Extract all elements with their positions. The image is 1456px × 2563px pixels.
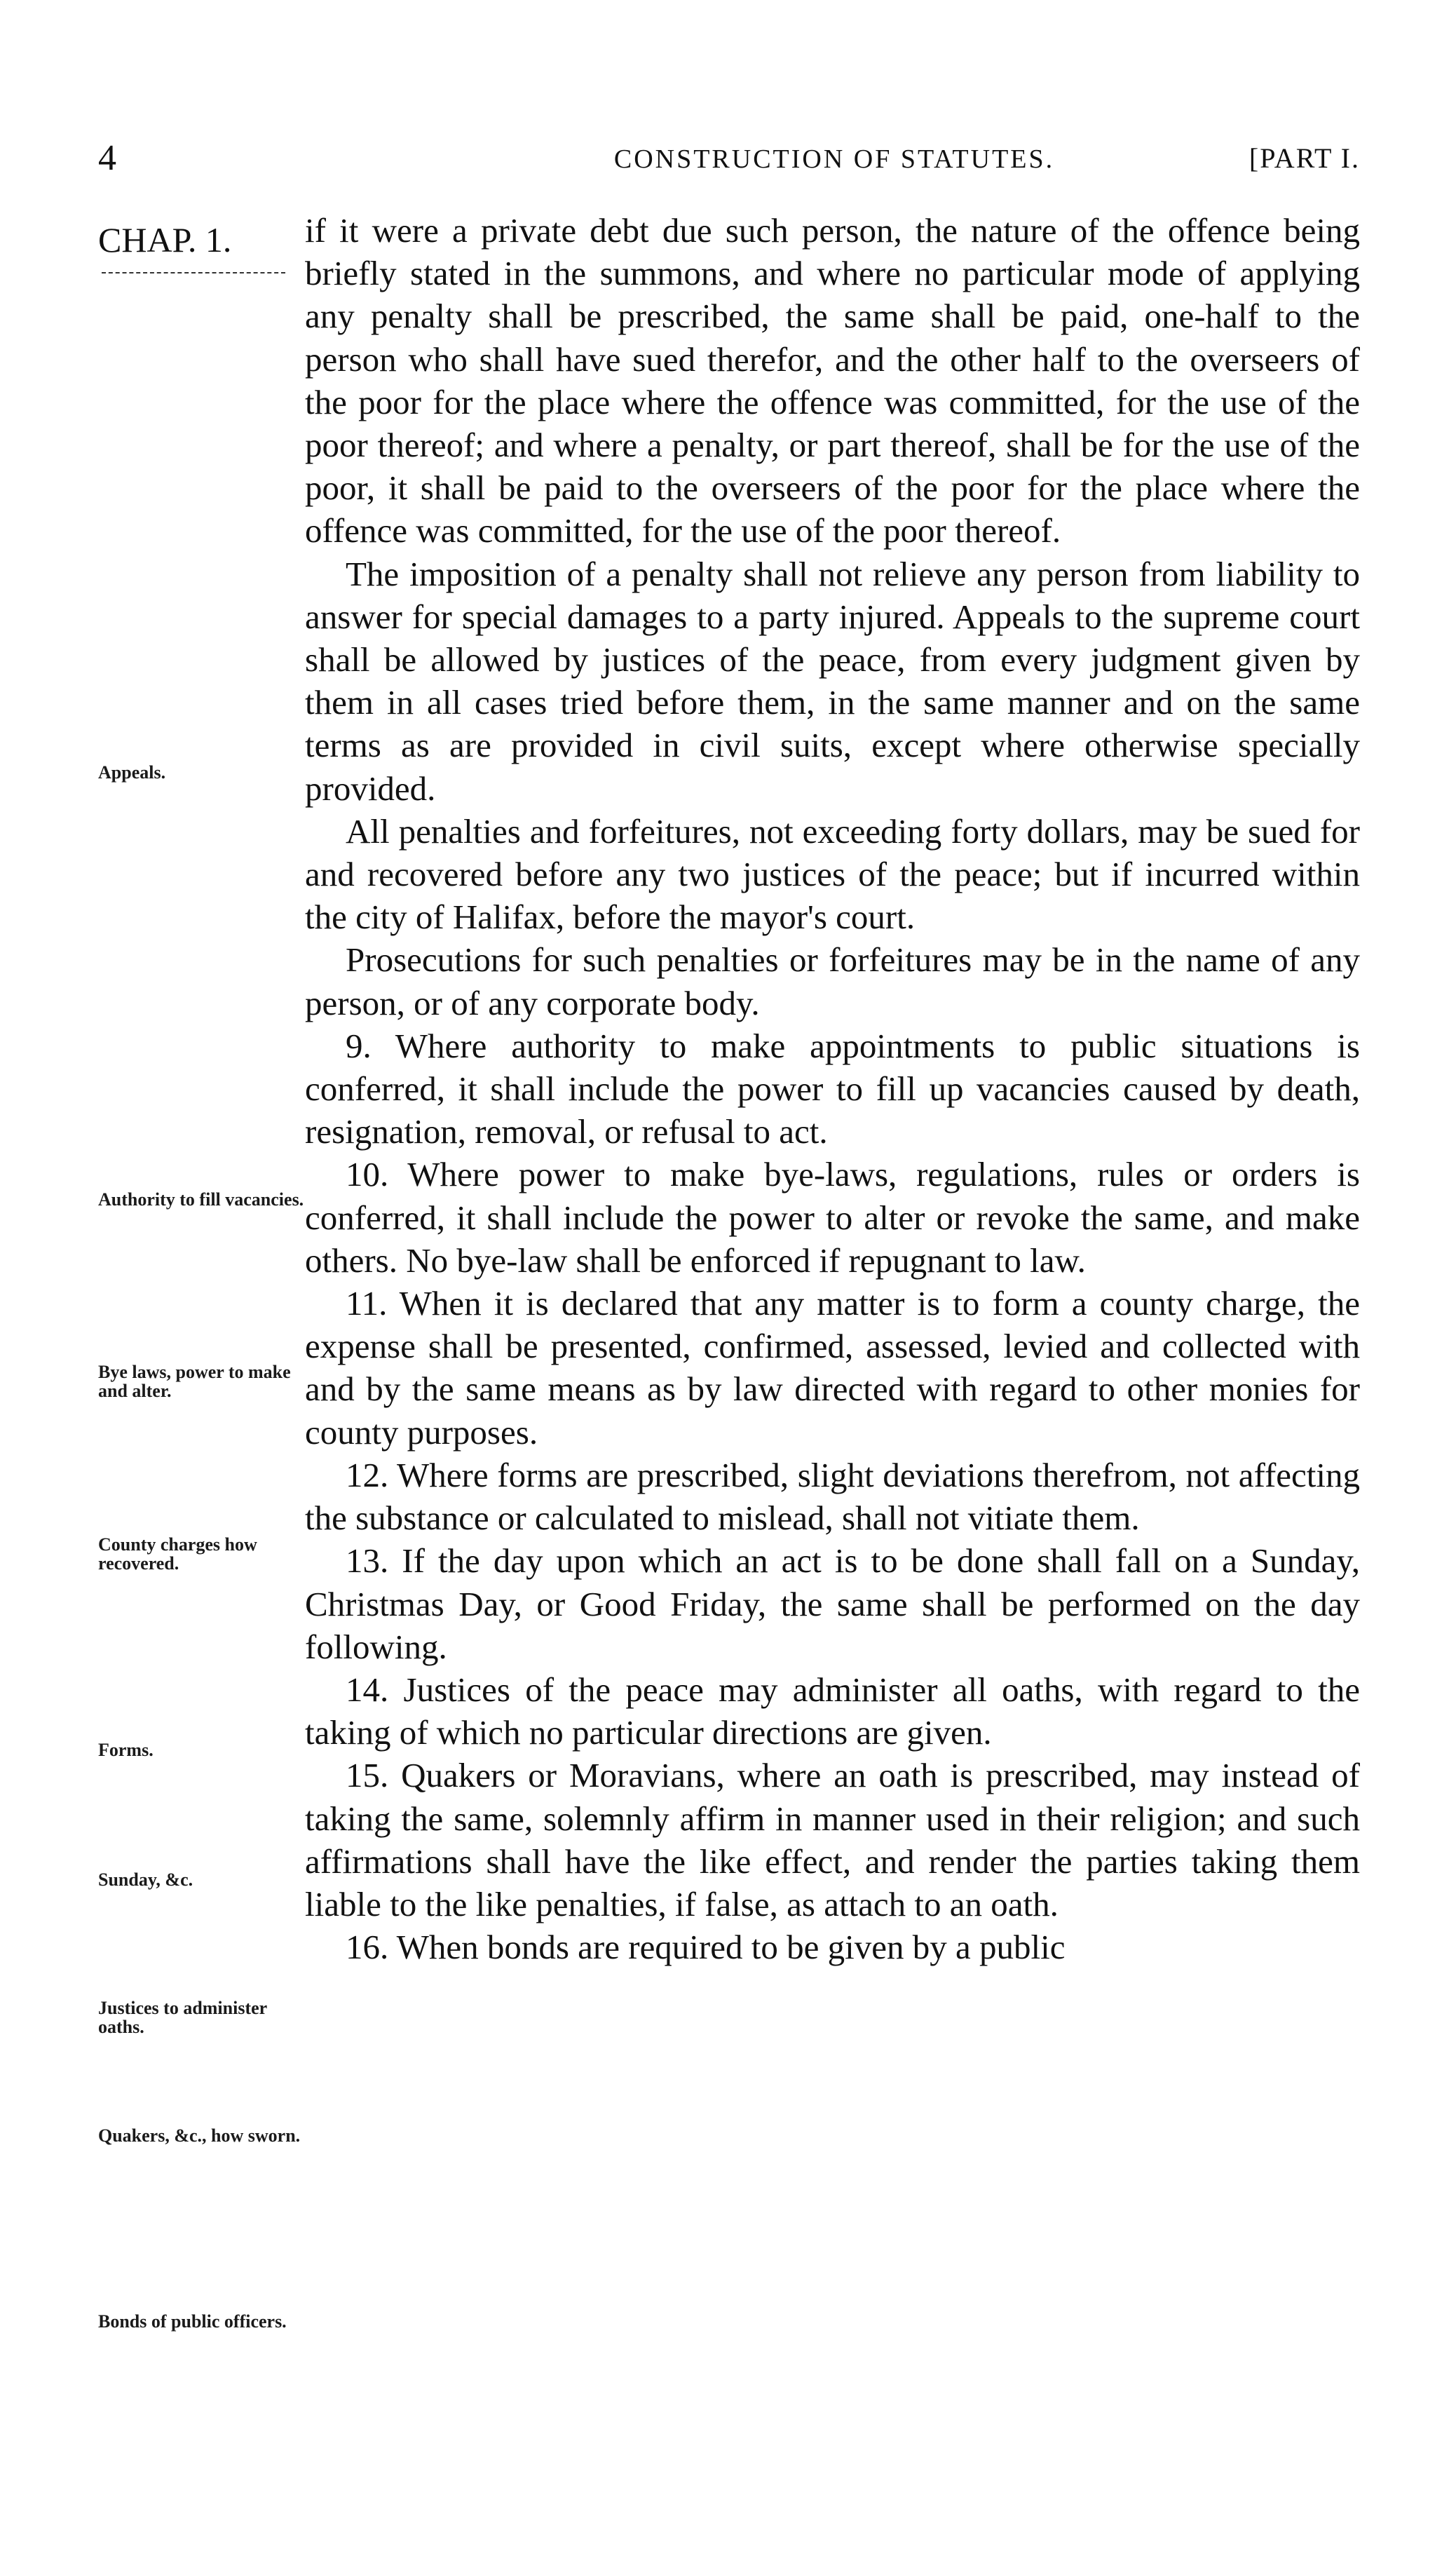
section-15: 15. Quakers or Moravians, where an oath is prescribed, may instead of taking the same, solemnly affirm in manner used in their religion; and such affirmations shall have the like effect, and render the parties taking them liable to the like penalties, if false, as attach to an oath. xyxy=(305,1756,1360,1923)
section-16: 16. When bonds are required to be given by a public xyxy=(346,1928,1066,1967)
section-13: 13. If the day upon which an act is to be done shall fall on a Sunday, Christmas Day, or Good Friday, the same shall be performed on the day following. xyxy=(305,1541,1360,1666)
paragraph: if it were a private debt due such person, the nature of the offence being briefly stated in the summons, and where no particular mode of applying any penalty shall be prescribed, the same shall be paid, one-half to the person who shall have sued therefor, and the other half to the overseers of the poor for the place where the offence was committed, for the use of the poor thereof; and where a penalty, or part thereof, shall be for the use of the poor, it shall be paid to the overseers of the poor for the place where the offence was committed, for the use of the poor thereof. xyxy=(305,211,1360,550)
margin-note-county: County charges how recovered. xyxy=(98,1534,257,1574)
page-number: 4 xyxy=(98,138,116,178)
chapter-rule xyxy=(102,272,285,273)
section-12: 12. Where forms are prescribed, slight deviations therefrom, not affecting the substance or calculated to mislead, shall not vitiate them. xyxy=(305,1455,1360,1538)
margin-note-bye-laws: Bye laws, power to make and alter. xyxy=(98,1362,291,1401)
margin-note-forms: Forms. xyxy=(98,1740,154,1760)
section-10: 10. Where power to make bye-laws, regulations, rules or orders is conferred, it shall include the power to alter or revoke the same, and make others. No bye-law shall be enforced if repugnant to law. xyxy=(305,1155,1360,1280)
margin-note-quakers: Quakers, &c., how sworn. xyxy=(98,2125,301,2146)
margin-note-bonds: Bonds of public officers. xyxy=(98,2311,287,2332)
chapter-label: CHAP. 1. xyxy=(98,220,232,259)
running-title: CONSTRUCTION OF STATUTES. xyxy=(613,144,1055,174)
margin-note-appeals: Appeals. xyxy=(98,762,166,783)
margin-note-sunday: Sunday, &c. xyxy=(98,1869,193,1890)
running-head xyxy=(98,137,1360,180)
part-label: [PART I. xyxy=(1249,142,1360,174)
section-9: 9. Where authority to make appointments to public situations is conferred, it shall include the power to fill up vacancies caused by death, resignation, removal, or refusal to act. xyxy=(305,1026,1360,1151)
paragraph: Prosecutions for such penalties or forfeitures may be in the name of any person, or of any corporate body. xyxy=(305,940,1360,1022)
margin-note-justices: Justices to administer oaths. xyxy=(98,1998,267,2037)
margin-note-authority: Authority to fill vacancies. xyxy=(98,1189,304,1210)
section-11: 11. When it is declared that any matter is to form a county charge, the expense shall be presented, confirmed, assessed, levied and collected with and by the same means as by law directed with regard to other monies for county purposes. xyxy=(305,1284,1360,1452)
section-14: 14. Justices of the peace may administer all oaths, with regard to the taking of which no particular directions are given. xyxy=(305,1670,1360,1752)
body-text xyxy=(305,209,1360,1968)
paragraph: All penalties and forfeitures, not exceeding forty dollars, may be sued for and recovered before any two justices of the peace; but if incurred within the city of Halifax, before the mayor's court. xyxy=(305,811,1360,937)
paragraph: The imposition of a penalty shall not relieve any person from liability to answer for special damages to a party injured. Appeals to the supreme court shall be allowed by justices of the peace, from every judgment given by them in all cases tried before them, in the same manner and on the same terms as are provided in civil suits, except where otherwise specially provided. xyxy=(305,554,1360,808)
